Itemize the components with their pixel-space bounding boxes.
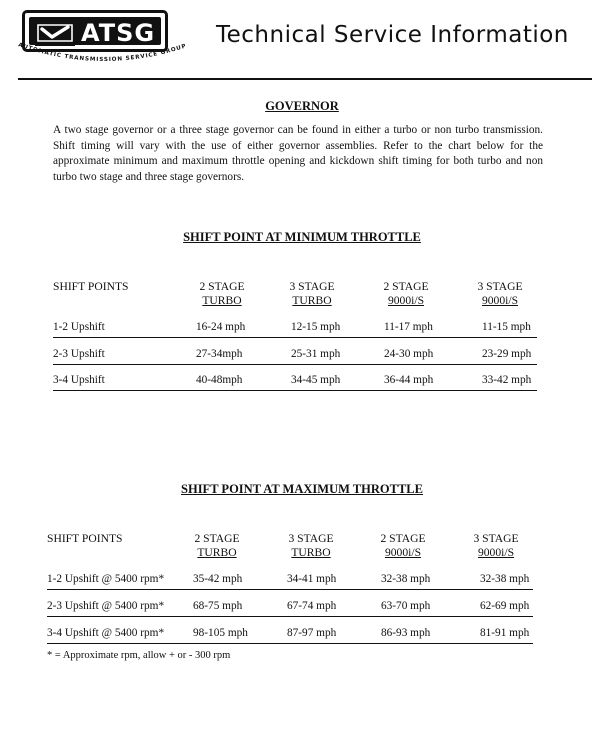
intro-paragraph: A two stage governor or a three stage governor can be found in either a turbo or non turbo transmission. Shift timing will vary with the use of either governor assemblies. Refer to the chart below for the approximate minimum and maximum throttle opening and kickdown shift timing for both turbo and non turbo two stage and three stage governors. [53, 124, 543, 183]
table-cell: 68-75 mph [193, 600, 243, 612]
header-divider [18, 78, 592, 80]
row-divider [53, 337, 537, 338]
row-label: 3-4 Upshift [53, 374, 105, 386]
table-cell: 11-15 mph [482, 321, 531, 333]
table-cell: 25-31 mph [291, 348, 341, 360]
table-cell: 81-91 mph [480, 627, 530, 639]
table-cell: 63-70 mph [381, 600, 431, 612]
row-divider [47, 643, 533, 644]
max-throttle-title: SHIFT POINT AT MAXIMUM THROTTLE [181, 482, 423, 496]
column-header: 3 STAGE 9000i/S [477, 280, 523, 307]
table-cell: 34-45 mph [291, 374, 341, 386]
table-cell: 98-105 mph [193, 627, 248, 639]
column-header: SHIFT POINTS [53, 280, 129, 293]
table-cell: 27-34mph [196, 348, 243, 360]
table-cell: 40-48mph [196, 374, 243, 386]
row-label: 2-3 Upshift [53, 348, 105, 360]
header-title: Technical Service Information [216, 22, 569, 48]
table-cell: 35-42 mph [193, 573, 243, 585]
row-label: 1-2 Upshift @ 5400 rpm* [47, 573, 165, 585]
row-label: 1-2 Upshift [53, 321, 105, 333]
table-cell: 86-93 mph [381, 627, 431, 639]
table-cell: 24-30 mph [384, 348, 434, 360]
logo-subtext [14, 42, 194, 72]
table-cell: 62-69 mph [480, 600, 530, 612]
table-cell: 33-42 mph [482, 374, 532, 386]
column-header: 3 STAGE TURBO [288, 532, 334, 559]
column-header: 3 STAGE 9000i/S [473, 532, 519, 559]
table-cell: 36-44 mph [384, 374, 434, 386]
table-cell: 16-24 mph [196, 321, 246, 333]
column-header: 3 STAGE TURBO [289, 280, 335, 307]
page-header [0, 0, 604, 82]
table-cell: 32-38 mph [480, 573, 530, 585]
row-divider [47, 616, 533, 617]
row-label: 2-3 Upshift @ 5400 rpm* [47, 600, 165, 612]
table-cell: 34-41 mph [287, 573, 337, 585]
document-title: GOVERNOR [265, 99, 339, 113]
table-cell: 12-15 mph [291, 321, 341, 333]
table-cell: 32-38 mph [381, 573, 431, 585]
column-header: 2 STAGE 9000i/S [383, 280, 429, 307]
table-cell: 87-97 mph [287, 627, 337, 639]
logo-text: ATSG [81, 19, 156, 47]
column-header: 2 STAGE TURBO [194, 532, 240, 559]
row-divider [47, 589, 533, 590]
footnote: * = Approximate rpm, allow + or - 300 rpm [47, 650, 231, 661]
row-divider [53, 390, 537, 391]
column-header: 2 STAGE TURBO [199, 280, 245, 307]
svg-text:AUTOMATIC TRANSMISSION SERVICE: AUTOMATIC TRANSMISSION SERVICE GROUP [17, 42, 188, 64]
column-header: 2 STAGE 9000i/S [380, 532, 426, 559]
min-throttle-title: SHIFT POINT AT MINIMUM THROTTLE [183, 230, 421, 244]
table-cell: 23-29 mph [482, 348, 532, 360]
table-cell: 11-17 mph [384, 321, 433, 333]
column-header: SHIFT POINTS [47, 532, 123, 545]
table-cell: 67-74 mph [287, 600, 337, 612]
row-divider [53, 364, 537, 365]
row-label: 3-4 Upshift @ 5400 rpm* [47, 627, 165, 639]
